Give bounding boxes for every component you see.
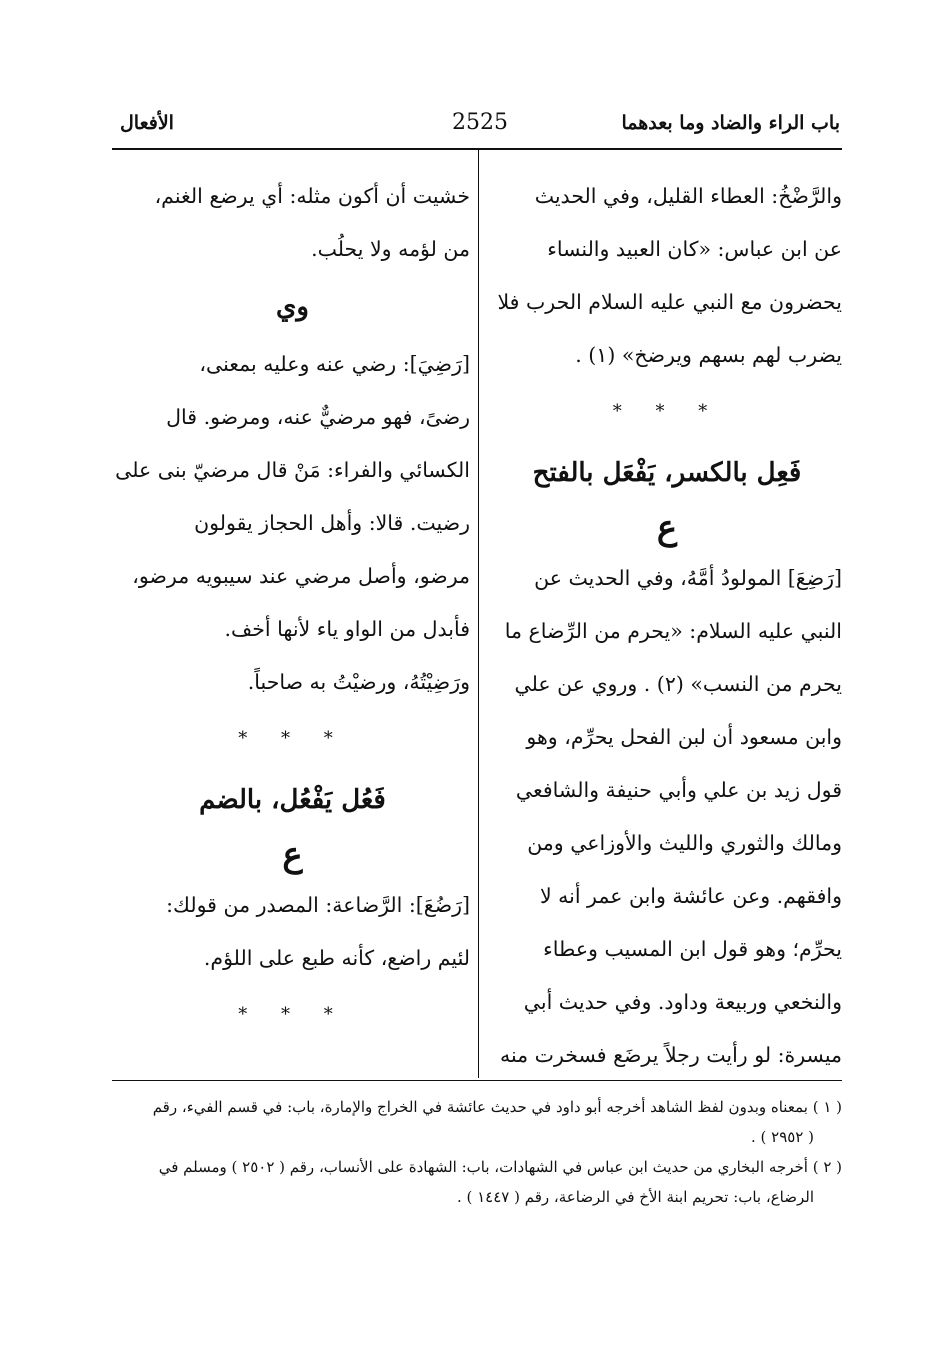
text-line: يحرِّم؛ وهو قول ابن المسيب وعطاء: [543, 937, 842, 961]
text-line: الكسائي والفراء: مَنْ قال مرضيّ بنى على: [115, 458, 470, 482]
footnotes: [112, 1092, 842, 1212]
text-line: وافقهم. وعن عائشة وابن عمر أنه لا: [539, 884, 842, 908]
text-line: [رَضُعَ]: الرَّضاعة: المصدر من قولك:: [166, 893, 470, 917]
text-line: قول زيد بن علي وأبي حنيفة والشافعي: [515, 778, 842, 802]
text-line: يضرب لهم بسهم ويرضخ» (١) .: [575, 343, 842, 367]
footnote-line: الرضاع، باب: تحريم ابنة الأخ في الرضاعة، رقم ( ١٤٤٧ ) .: [456, 1188, 814, 1206]
text-line: وابن مسعود أن لبن الفحل يحرِّم، وهو: [526, 725, 842, 749]
page-number: 2525: [452, 110, 508, 135]
separator-stars: * * *: [238, 728, 347, 749]
chapter-title: باب الراء والضاد وما بعدهما: [621, 112, 840, 134]
footnote-line: ( ٢٩٥٢ ) .: [750, 1128, 814, 1146]
section-title: الأفعال: [120, 112, 174, 134]
text-line: [رَضِعَ] المولودُ أمَّهُ، وفي الحديث عن: [534, 566, 842, 590]
text-line: والنخعي وربيعة وداود. وفي حديث أبي: [523, 990, 842, 1014]
text-line: مرضو، وأصل مرضي عند سيبويه مرضو،: [132, 564, 470, 588]
text-line: لئيم راضع، كأنه طبع على اللؤم.: [203, 946, 470, 970]
page-header: [120, 112, 840, 146]
root-heading: وي: [276, 292, 309, 322]
text-line: عن ابن عباس: «كان العبيد والنساء: [547, 237, 842, 261]
footnote-line: ( ٢ ) أخرجه البخاري من حديث ابن عباس في الشهادات، باب: الشهادة على الأنساب، رقم ( ٢٥٠٢ ) ومسلم في: [158, 1158, 842, 1176]
text-line: يحرم من النسب» (٢) . وروي عن علي: [514, 672, 842, 696]
left-column: [115, 170, 470, 1045]
header-rule: [112, 148, 842, 150]
text-line: ورَضِيْتُهُ، ورضيْتُ به صاحباً.: [247, 670, 470, 694]
footnote-rule: [112, 1080, 842, 1081]
text-line: النبي عليه السلام: «يحرم من الرِّضاع ما: [504, 619, 842, 643]
right-column: [492, 170, 842, 1082]
section-heading: فَعُل يَفْعُل، بالضم: [199, 785, 386, 815]
root-letter: ع: [656, 508, 678, 548]
section-heading: فَعِل بالكسر، يَفْعَل بالفتح: [532, 458, 802, 488]
text-line: رضىً، فهو مرضيٌّ عنه، ومرضو. قال: [166, 405, 470, 429]
column-divider: [478, 150, 479, 1078]
text-line: من لؤمه ولا يحلُب.: [311, 237, 470, 261]
footnote-line: ( ١ ) بمعناه وبدون لفظ الشاهد أخرجه أبو داود في حديث عائشة في الخراج والإمارة، باب: في قسم الفيء، رقم: [152, 1098, 842, 1116]
text-line: فأبدل من الواو ياء لأنها أخف.: [224, 617, 470, 641]
root-letter: ع: [282, 835, 303, 875]
text-line: خشيت أن أكون مثله: أي يرضع الغنم،: [154, 184, 470, 208]
text-line: رضيت. قالا: وأهل الحجاز يقولون: [194, 511, 470, 535]
text-line: ميسرة: لو رأيت رجلاً يرضَع فسخرت منه: [499, 1043, 842, 1067]
text-line: [رَضِيَ]: رضي عنه وعليه بمعنى،: [199, 352, 470, 376]
text-line: ومالك والثوري والليث والأوزاعي ومن: [527, 831, 842, 855]
separator-stars: * * *: [238, 1004, 347, 1025]
text-line: والرَّضْخُ: العطاء القليل، وفي الحديث: [534, 184, 842, 208]
text-line: يحضرون مع النبي عليه السلام الحرب فلا: [497, 290, 842, 314]
separator-stars: * * *: [612, 401, 722, 422]
